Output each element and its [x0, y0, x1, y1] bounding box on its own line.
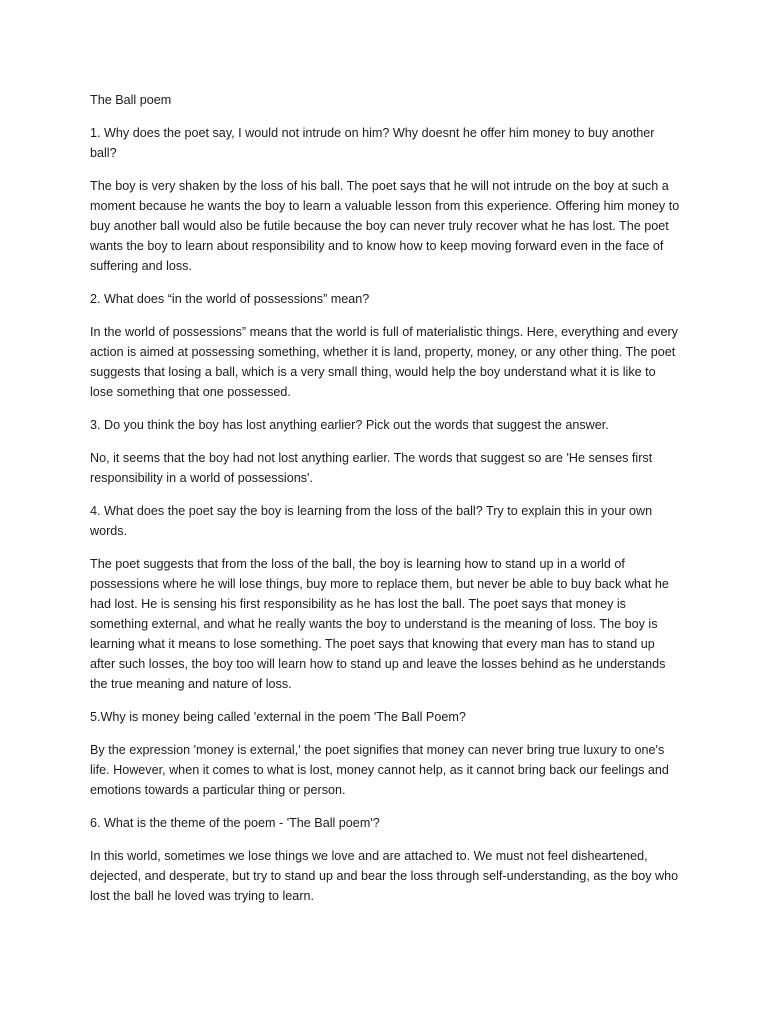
answer-5: By the expression 'money is external,' the poet signifies that money can never bring true luxury to one's life. However, when it comes to what is lost, money cannot help, as it cannot bring back our feelings and emotions towards a particular thing or person. — [90, 743, 669, 797]
question-3: 3. Do you think the boy has lost anything earlier? Pick out the words that suggest the answer. — [90, 418, 609, 432]
answer-6: In this world, sometimes we lose things we love and are attached to. We must not feel disheartened, dejected, and desperate, but try to stand up and bear the loss through self-understanding, as the boy who lost the ball he loved was trying to learn. — [90, 849, 679, 903]
document-body — [90, 90, 680, 906]
question-2: 2. What does “in the world of possessions” mean? — [90, 292, 370, 306]
question-4: 4. What does the poet say the boy is learning from the loss of the ball? Try to explain this in your own words. — [90, 504, 653, 538]
question-6: 6. What is the theme of the poem - 'The Ball poem'? — [90, 816, 380, 830]
document-title: The Ball poem — [90, 93, 172, 107]
answer-3: No, it seems that the boy had not lost anything earlier. The words that suggest so are 'He senses first responsibility in a world of possessions'. — [90, 451, 653, 485]
question-5: 5.Why is money being called 'external in the poem 'The Ball Poem? — [90, 710, 466, 724]
answer-2: In the world of possessions” means that the world is full of materialistic things. Here, everything and every action is aimed at possessing something, whether it is land, property, money, or any other thing. The poet suggests that losing a ball, which is a very small thing, would help the boy understand what it is like to lose something that one possessed. — [90, 325, 678, 399]
question-1: 1. Why does the poet say, I would not intrude on him? Why doesnt he offer him money to buy another ball? — [90, 126, 655, 160]
answer-4: The poet suggests that from the loss of the ball, the boy is learning how to stand up in a world of possessions where he will lose things, buy more to replace them, but never be able to buy back what he had lost. He is sensing his first responsibility as he has lost the ball. The poet says that money is something external, and what he really wants the boy to understand is the meaning of loss. The boy is learning what it means to lose something. The poet says that knowing that every man has to stand up after such losses, the boy too will learn how to stand up and leave the losses behind as he understands the true meaning and nature of loss. — [90, 557, 669, 691]
answer-1: The boy is very shaken by the loss of his ball. The poet says that he will not intrude on the boy at such a moment because he wants the boy to learn a valuable lesson from this experience. Offering him money to buy another ball would also be futile because the boy can never truly recover what he has lost. The poet wants the boy to learn about responsibility and to know how to keep moving forward even in the face of suffering and loss. — [90, 179, 680, 273]
